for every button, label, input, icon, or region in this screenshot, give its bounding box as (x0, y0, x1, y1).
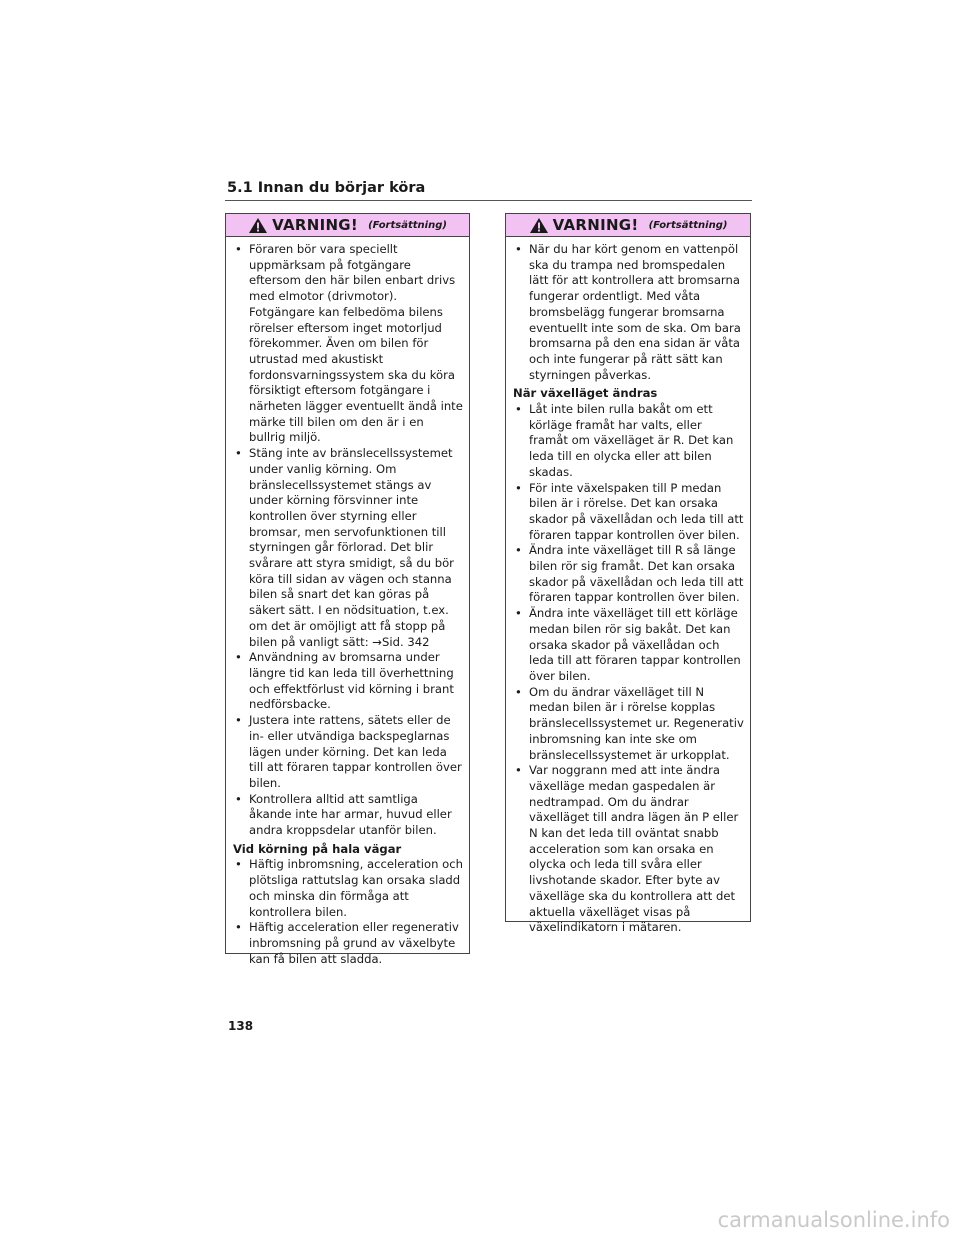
warning-continued: (Fortsättning) (368, 219, 447, 231)
warning-title: VARNING! (272, 216, 359, 234)
list-item: • Häftig acceleration eller regenerativ inbromsning på grund av växelbyte kan få bilen att sladda. (233, 920, 463, 967)
list-item: • Ändra inte växelläget till ett körläge medan bilen rör sig bakåt. Det kan orsaka skador på växellådan och leda till att föraren tappar kontrollen över bilen. (513, 606, 744, 685)
watermark: carmanualsonline.info (717, 1208, 950, 1232)
section-header: 5.1 Innan du börjar köra (225, 178, 752, 201)
bullet-list (233, 242, 463, 839)
warning-triangle-icon (248, 217, 268, 234)
list-item: • När du har kört genom en vattenpöl ska du trampa ned bromspedalen lätt för att kontrollera att bromsarna fungerar ordentligt. Med våta bromsbelägg fungerar bromsarna eventuellt inte som de ska. Om bara bromsarna på den ena sidan är våta och inte fungerar på rätt sätt kan styrningen påverkas. (513, 242, 744, 383)
warning-header (506, 214, 750, 237)
list-item: • Användning av bromsarna under längre tid kan leda till överhettning och effektförlust vid körning i brant nedförsbacke. (233, 650, 463, 713)
warning-body (506, 237, 750, 936)
warning-box-right (505, 213, 751, 935)
list-item: • Föraren bör vara speciellt uppmärksam på fotgängare eftersom den här bilen enbart drivs med elmotor (drivmotor). Fotgängare kan felbedöma bilens rörelser eftersom inget motorljud förekommer. Även om bilen för utrustad med akustiskt fordonsvarningssystem ska du köra försiktigt eftersom fotgängare i närheten lägger eventuellt ändå inte märke till bilen om den är i en bullrig miljö. (233, 242, 463, 446)
bullet-list (513, 242, 744, 383)
list-item: • Var noggrann med att inte ändra växelläge medan gaspedalen är nedtrampad. Om du ändrar växelläget till andra lägen än P eller N kan det leda till oväntat snabb acceleration som kan orsaka en olycka och leda till svåra eller livshotande skador. Efter byte av växelläge ska du kontrollera att det aktuella växelläget visas på växelindikatorn i mätaren. (513, 763, 744, 936)
warning-continued: (Fortsättning) (648, 219, 728, 231)
bullet-list (513, 402, 744, 936)
page-number: 138 (228, 1019, 254, 1033)
list-item: • Häftig inbromsning, acceleration och plötsliga rattutslag kan orsaka sladd och minska din förmåga att kontrollera bilen. (233, 857, 463, 920)
list-item: • Kontrollera alltid att samtliga åkande inte har armar, huvud eller andra kroppsdelar utanför bilen. (233, 792, 463, 839)
list-item: • Stäng inte av bränslecellssystemet under vanlig körning. Om bränslecellssystemet stängs av under körning försvinner inte kontrollen över styrning eller bromsar, men servofunktionen till styrningen går förlorad. Det blir svårare att styra smidigt, så du bör köra till sidan av vägen och stanna bilen så snart det kan göras på säkert sätt. I en nödsituation, t.ex. om det är omöjligt att få stopp på bilen på vanligt sätt: →Sid. 342 (233, 446, 463, 650)
list-item: • För inte växelspaken till P medan bilen är i rörelse. Det kan orsaka skador på växellådan och leda till att föraren tappar kontrollen över bilen. (513, 481, 744, 544)
subheading: När växelläget ändras (513, 386, 658, 401)
list-item: • Ändra inte växelläget till R så länge bilen rör sig framåt. Det kan orsaka skador på växellådan och leda till att föraren tappar kontrollen över bilen. (513, 543, 744, 606)
list-item: • Om du ändrar växelläget till N medan bilen är i rörelse kopplas bränslecellssystemet ur. Regenerativ inbromsning kan inte ske om bränslecellssystemet är urkopplat. (513, 685, 744, 764)
bullet-list (233, 857, 463, 967)
warning-header (226, 214, 469, 237)
warning-box-left (225, 213, 470, 966)
subheading: Vid körning på hala vägar (233, 841, 402, 856)
warning-triangle-icon (529, 217, 549, 234)
warning-title: VARNING! (552, 216, 639, 234)
list-item: • Låt inte bilen rulla bakåt om ett körläge framåt har valts, eller framåt om växelläget är R. Det kan leda till en olycka eller att bilen skadas. (513, 402, 744, 481)
list-item: • Justera inte rattens, sätets eller de in- eller utvändiga backspeglarnas lägen under körning. Det kan leda till att föraren tappar kontrollen över bilen. (233, 713, 463, 792)
warning-body (226, 237, 469, 967)
